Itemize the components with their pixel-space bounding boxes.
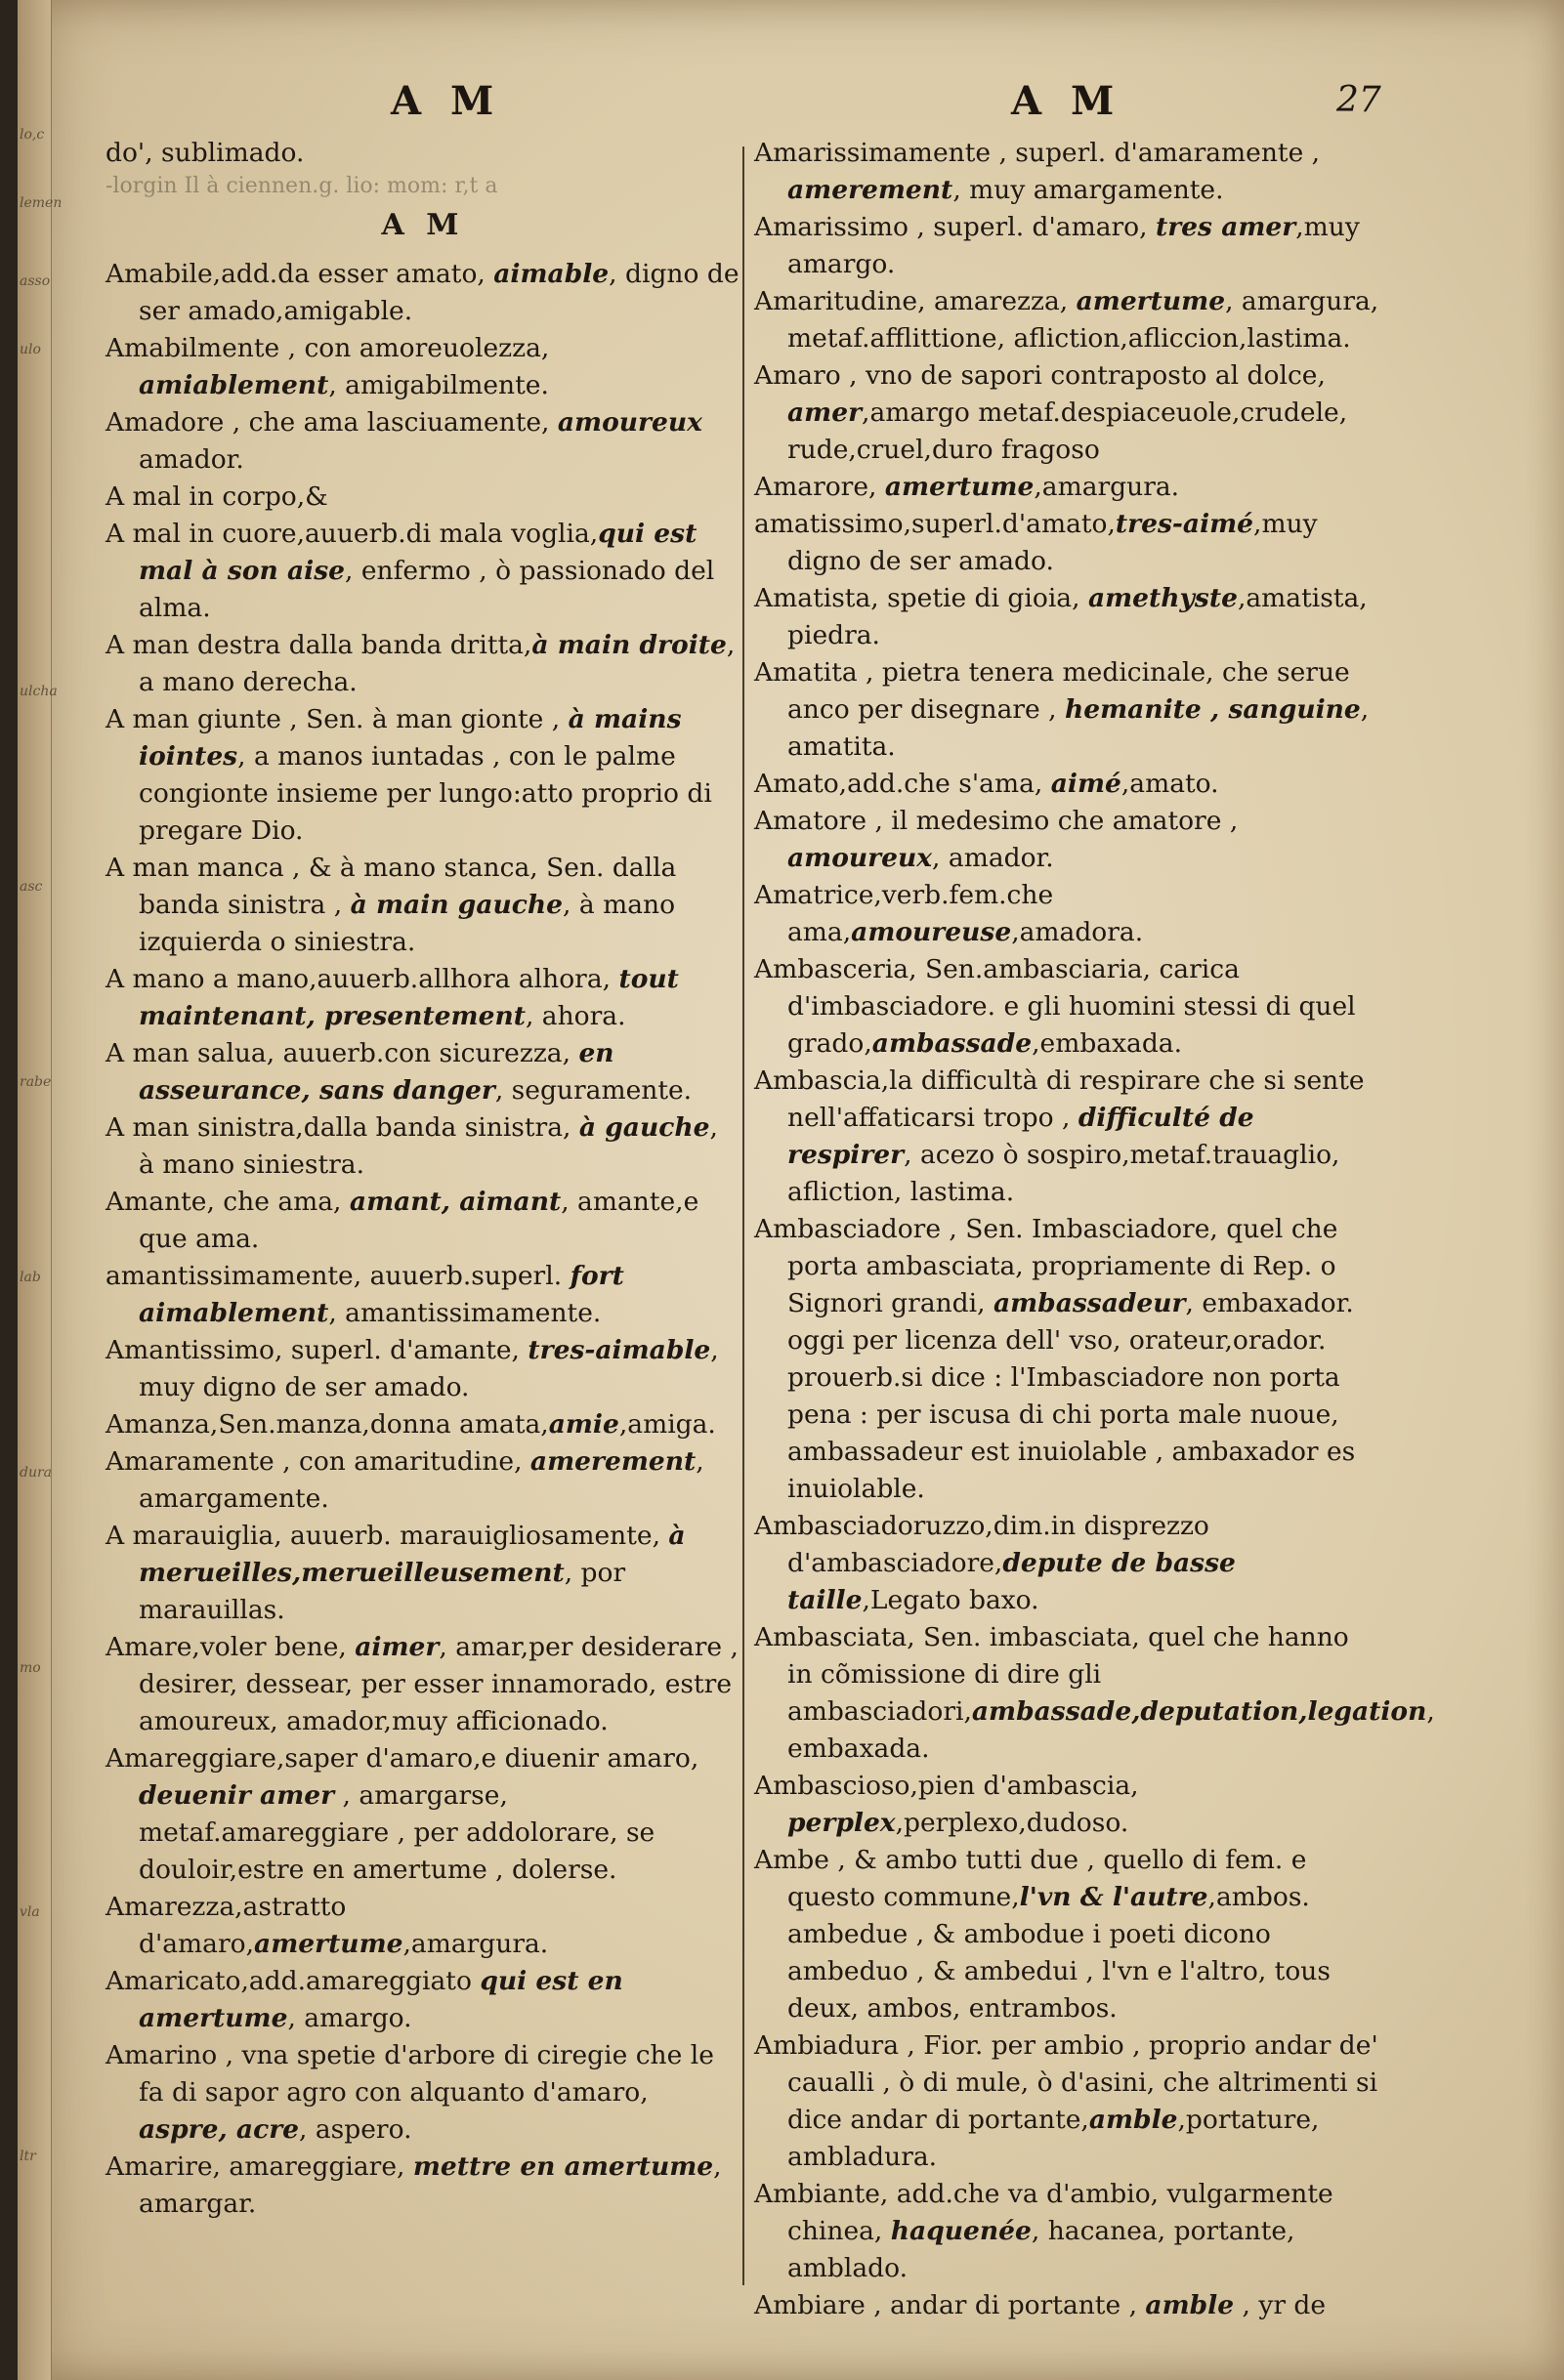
entry-rest: , à mano siniestra. <box>139 1112 718 1180</box>
entry-rest: ,perplexo,dudoso. <box>895 1808 1129 1838</box>
entry-french: amiablement <box>139 370 329 400</box>
column-rule <box>742 146 744 2285</box>
entry-headword: Amatita , pietra tenera medicinale, che serue anco per disegnare , <box>754 657 1350 725</box>
dictionary-entry <box>106 1443 740 1518</box>
dictionary-entry <box>754 1842 1379 2027</box>
entry-rest: amador. <box>139 444 244 475</box>
entry-rest: , yr de <box>1234 2290 1327 2320</box>
margin-fragment: lab <box>20 1270 41 1285</box>
entry-headword: A man salua, auuerb.con sicurezza, <box>106 1038 579 1068</box>
entry-rest: , amargura, metaf.afflittione, afliction,afliccion,lastima. <box>787 286 1379 354</box>
entry-rest: ,ambos. ambedue , & ambodue i poeti dicono ambeduo , & ambedui , l'vn e l'altro, tous deux, ambos, entrambos. <box>787 1882 1331 2024</box>
right-running-head: A M <box>1011 78 1122 124</box>
entry-rest: , a mano derecha. <box>139 630 736 697</box>
dictionary-entry <box>754 135 1379 209</box>
entry-french: aimable <box>493 259 610 289</box>
entry-french: qui est mal à son aise <box>139 519 697 586</box>
entry-rest: , amante,e que ama. <box>139 1187 699 1254</box>
entry-headword: Amarino , vna spetie d'arbore di ciregie che le fa di sapor agro con alquanto d'amaro, <box>106 2040 714 2108</box>
dictionary-entry <box>754 1211 1379 1508</box>
entry-french: amertume <box>1076 286 1226 316</box>
entry-headword: A man manca , & à mano stanca, Sen. dalla banda sinistra , <box>106 853 677 920</box>
margin-fragment: dura <box>20 1465 53 1481</box>
entry-headword: Amabile,add.da esser amato, <box>106 259 494 289</box>
page-number: 27 <box>1336 80 1381 120</box>
entry-headword: A mano a mano,auuerb.allhora alhora, <box>106 964 619 994</box>
left-column <box>106 135 740 2223</box>
entry-headword: A man giunte , Sen. à man gionte , <box>106 704 569 734</box>
dictionary-entry <box>754 1619 1435 1768</box>
entry-french: hemanite , sanguine <box>1065 694 1361 725</box>
entry-french: en asseurance, sans danger <box>139 1038 614 1106</box>
margin-fragment: ulo <box>20 342 41 357</box>
entry-rest: , acezo ò sospiro,metaf.trauaglio, afliction, lastima. <box>787 1140 1340 1207</box>
entry-headword: A marauiglia, auuerb. marauigliosamente, <box>106 1521 669 1551</box>
entry-rest: , amargarse, metaf.amareggiare , per addolorare, se douloir,estre en amertume , dolerse. <box>139 1780 655 1885</box>
entry-french: depute de basse taille <box>787 1548 1236 1615</box>
entry-french: haquenée <box>890 2216 1032 2246</box>
entry-rest: , amigabilmente. <box>328 370 549 400</box>
margin-fragment: ulcha <box>20 684 58 699</box>
entry-french: amble <box>1088 2105 1178 2135</box>
entry-headword: A man sinistra,dalla banda sinistra, <box>106 1112 579 1143</box>
dictionary-entry <box>754 2027 1379 2176</box>
entry-french: tres amer <box>1155 212 1296 242</box>
entry-rest: , amantissimamente. <box>328 1298 602 1328</box>
entry-headword: Amante, che ama, <box>106 1187 350 1217</box>
entry-headword: Amaritudine, amarezza, <box>754 286 1077 316</box>
entry-rest: , muy digno de ser amado. <box>139 1335 719 1402</box>
entry-rest: ,embaxada. <box>1032 1028 1183 1059</box>
entry-headword: Amarissimo , superl. d'amaro, <box>754 212 1156 242</box>
dictionary-entry <box>106 404 740 479</box>
dictionary-entry <box>754 654 1379 766</box>
dictionary-entry <box>754 469 1379 506</box>
entry-rest: , seguramente. <box>494 1075 693 1106</box>
section-heading: A M <box>381 208 465 242</box>
margin-fragment: asc <box>20 879 43 895</box>
margin-fragment: lo,c <box>20 127 45 143</box>
entry-rest: , amar,per desiderare , desirer, dessear, per esser innamorado, estre amoureux, amador,muy afficionado. <box>139 1632 739 1736</box>
entry-headword: Amatista, spetie di gioia, <box>754 583 1088 613</box>
dictionary-entry <box>106 2037 740 2149</box>
entry-rest: ,amargura. <box>402 1929 549 1959</box>
entry-french: ambassade,deputation,legation <box>971 1696 1427 1727</box>
entry-french: amethyste <box>1087 583 1238 613</box>
entry-rest: ,amatista, piedra. <box>787 583 1368 650</box>
entry-headword: Amatore , il medesimo che amatore , <box>754 806 1239 836</box>
entry-rest: , ahora. <box>525 1001 626 1031</box>
entry-french: tres-aimé <box>1115 509 1254 539</box>
entry-french: qui est en amertume <box>139 1966 623 2033</box>
entry-french: aimer <box>355 1632 440 1662</box>
entry-rest: , embaxada. <box>787 1696 1435 1764</box>
entry-french: à main gauche <box>350 890 564 920</box>
entry-french: amerement <box>787 175 953 205</box>
dictionary-entry <box>106 479 740 516</box>
dictionary-entry <box>754 580 1379 654</box>
dictionary-entry <box>106 1889 740 1963</box>
entry-rest: ,amargo metaf.despiaceuole,crudele, rude,cruel,duro fragoso <box>787 397 1348 465</box>
entry-headword: Amaramente , con amaritudine, <box>106 1446 530 1477</box>
entry-rest: , hacanea, portante, amblado. <box>787 2216 1295 2283</box>
entry-rest: ,portature, ambladura. <box>787 2105 1320 2172</box>
dictionary-entry <box>106 1184 740 1258</box>
margin-fragment: asso <box>20 273 51 289</box>
entry-french: deuenir amer <box>139 1780 335 1811</box>
entry-headword: Ambiare , andar di portante , <box>754 2290 1146 2320</box>
entry-rest: ,muy amargo. <box>787 212 1360 279</box>
entry-rest: , à mano izquierda o siniestra. <box>139 890 676 957</box>
entry-headword: Amaricato,add.amareggiato <box>106 1966 481 1996</box>
entry-rest: ,amato. <box>1120 769 1219 799</box>
entry-headword: Amarore, <box>754 472 885 502</box>
dictionary-entry <box>754 506 1379 580</box>
entry-headword: Ambiante, add.che va d'ambio, vulgarmente chinea, <box>754 2179 1333 2246</box>
dictionary-entry <box>106 627 740 701</box>
entry-headword: Amare,voler bene, <box>106 1632 356 1662</box>
entry-french: amertume <box>254 1929 403 1959</box>
dictionary-entry <box>106 330 740 404</box>
dictionary-entry <box>106 1035 740 1109</box>
entry-french: amoureux <box>557 407 702 438</box>
bleed-through-line: -lorgin Il à ciennen.g. lio: mom: r,t a <box>106 174 498 198</box>
entry-french: perplex <box>787 1808 896 1838</box>
entry-french: difficulté de respirer <box>787 1103 1254 1170</box>
entry-french: fort aimablement <box>139 1261 624 1328</box>
entry-headword: A man destra dalla banda dritta, <box>106 630 532 660</box>
dictionary-entry <box>106 1963 740 2037</box>
dictionary-entry <box>754 209 1379 283</box>
entry-headword: Ambiadura , Fior. per ambio , proprio andar de' caualli , ò di mule, ò d'asini, che altrimenti si dice andar di portante, <box>754 2030 1378 2135</box>
entry-headword: Amarissimamente , superl. d'amaramente , <box>754 138 1321 168</box>
dictionary-entry <box>754 803 1379 877</box>
entry-rest: , amargar. <box>139 2151 722 2219</box>
margin-fragment: vla <box>20 1904 40 1920</box>
dictionary-entry <box>106 516 740 627</box>
entry-rest: , amargo. <box>287 2003 412 2033</box>
entry-headword: Ambe , & ambo tutti due , quello di fem. e questo commune, <box>754 1845 1307 1912</box>
entry-rest: , digno de ser amado,amigable. <box>139 259 740 326</box>
dictionary-entry <box>754 283 1379 357</box>
entry-headword: Amabilmente , con amoreuolezza, <box>106 333 550 363</box>
entry-french: aimé <box>1050 769 1121 799</box>
entry-rest: ,amargura. <box>1034 472 1180 502</box>
entry-rest: , aspero. <box>299 2114 412 2145</box>
entry-headword: Ambasciadoruzzo,dim.in disprezzo d'ambasciadore, <box>754 1511 1209 1578</box>
entry-headword: Amantissimo, superl. d'amante, <box>106 1335 528 1365</box>
dictionary-entry <box>106 701 740 850</box>
margin-fragment: mo <box>20 1660 41 1676</box>
entry-french: ambassadeur <box>993 1288 1186 1318</box>
entry-french: à main droite <box>531 630 727 660</box>
entry-french: amertume <box>884 472 1035 502</box>
dictionary-entry <box>106 1258 740 1332</box>
entry-headword: Amareggiare,saper d'amaro,e diuenir amaro, <box>106 1743 699 1774</box>
entry-rest: , a manos iuntadas , con le palme congionte insieme per lungo:atto proprio di pregare Dio. <box>139 741 712 846</box>
entry-french: amer <box>787 397 863 428</box>
right-column <box>754 135 1435 2324</box>
entry-french: à merueilles,merueilleusement <box>139 1521 686 1588</box>
entry-french: amerement <box>529 1446 697 1477</box>
entry-rest: ,amiga. <box>618 1409 716 1440</box>
entry-rest: , muy amargamente. <box>952 175 1224 205</box>
entry-french: tres-aimable <box>528 1335 711 1365</box>
adjacent-page-margin <box>18 0 63 2380</box>
left-entries <box>106 256 740 2223</box>
entry-rest: , enfermo , ò passionado del alma. <box>139 556 715 623</box>
margin-fragment: rabe <box>20 1074 52 1090</box>
entry-french: amble <box>1145 2290 1235 2320</box>
entry-headword: A mal in cuore,auuerb.di mala voglia, <box>106 519 599 549</box>
entry-headword: amatissimo,superl.d'amato, <box>754 509 1116 539</box>
entry-headword: Amanza,Sen.manza,donna amata, <box>106 1409 549 1440</box>
entry-rest: , embaxador. oggi per licenza dell' vso, orateur,orador. prouerb.si dice : l'Imbasciadore non porta pena : per iscusa di chi porta male nuoue, ambassadeur est inuiolable , ambaxador es inuiolable. <box>787 1288 1356 1504</box>
entry-headword: Ambascia,la difficultà di respirare che si sente nell'affaticarsi tropo , <box>754 1065 1365 1133</box>
entry-headword: Ambasceria, Sen.ambasciaria, carica d'imbasciadore. e gli huomini stessi di quel grado, <box>754 954 1356 1059</box>
dictionary-entry <box>106 850 740 961</box>
dictionary-entry <box>106 2149 740 2223</box>
entry-french: amoureuse <box>851 917 1012 947</box>
entry-french: amant, aimant <box>349 1187 562 1217</box>
entry-french: aspre, acre <box>139 2114 300 2145</box>
entry-rest: , por marauillas. <box>139 1558 626 1625</box>
dictionary-entry <box>754 1768 1379 1842</box>
dictionary-entry <box>754 766 1379 803</box>
margin-fragment: ltr <box>20 2149 36 2164</box>
left-running-head: A M <box>391 78 502 124</box>
entry-rest: , amatita. <box>787 694 1370 762</box>
dictionary-entry <box>754 2176 1379 2287</box>
entry-headword: Amaro , vno de sapori contraposto al dolce, <box>754 360 1326 391</box>
dictionary-entry <box>106 1740 740 1889</box>
dictionary-entry <box>106 1629 740 1740</box>
dictionary-entry <box>754 2287 1379 2324</box>
dictionary-entry <box>754 877 1379 951</box>
entry-headword: Amarire, amareggiare, <box>106 2151 413 2182</box>
entry-rest: ,muy digno de ser amado. <box>787 509 1318 576</box>
entry-headword: Amarezza,astratto d'amaro, <box>106 1892 347 1959</box>
dictionary-entry <box>106 1332 740 1406</box>
entry-headword: Amatrice,verb.fem.che ama, <box>754 880 1054 947</box>
entry-headword: Ambascioso,pien d'ambascia, <box>754 1771 1139 1801</box>
dictionary-entry <box>106 1518 740 1629</box>
dictionary-entry <box>106 256 740 330</box>
entry-french: à gauche <box>578 1112 710 1143</box>
entry-french: amoureux <box>787 843 933 873</box>
top-line: do', sublimado. <box>106 138 305 168</box>
entry-headword: Ambasciata, Sen. imbasciata, quel che hanno in cõmissione di dire gli ambasciadori, <box>754 1622 1349 1727</box>
entry-rest: ,amadora. <box>1011 917 1144 947</box>
entry-headword: A mal in corpo,& <box>106 481 328 512</box>
dictionary-entry <box>106 1406 740 1443</box>
entry-french: ambassade <box>871 1028 1033 1059</box>
dictionary-entry <box>754 1063 1379 1211</box>
entry-headword: amantissimamente, auuerb.superl. <box>106 1261 571 1291</box>
right-entries <box>754 135 1435 2324</box>
dictionary-entry <box>106 1109 740 1184</box>
entry-headword: Amato,add.che s'ama, <box>754 769 1051 799</box>
entry-rest: , amargamente. <box>139 1446 704 1514</box>
margin-fragment: lemen <box>20 195 63 211</box>
entry-french: mettre en amertume <box>412 2151 714 2182</box>
entry-french: amie <box>548 1409 619 1440</box>
entry-headword: Ambasciadore , Sen. Imbasciadore, quel che porta ambasciata, propriamente di Rep. o Signori grandi, <box>754 1214 1338 1318</box>
dictionary-entry <box>754 357 1379 469</box>
entry-french: tout maintenant, presentement <box>139 964 679 1031</box>
entry-headword: Amadore , che ama lasciuamente, <box>106 407 558 438</box>
entry-french: l'vn & l'autre <box>1019 1882 1208 1912</box>
entry-rest: ,Legato baxo. <box>862 1585 1039 1615</box>
entry-rest: , amador. <box>932 843 1054 873</box>
entry-french: à mains iointes <box>139 704 682 772</box>
dictionary-entry <box>754 1508 1379 1619</box>
dictionary-entry <box>754 951 1379 1063</box>
dictionary-entry <box>106 961 740 1035</box>
